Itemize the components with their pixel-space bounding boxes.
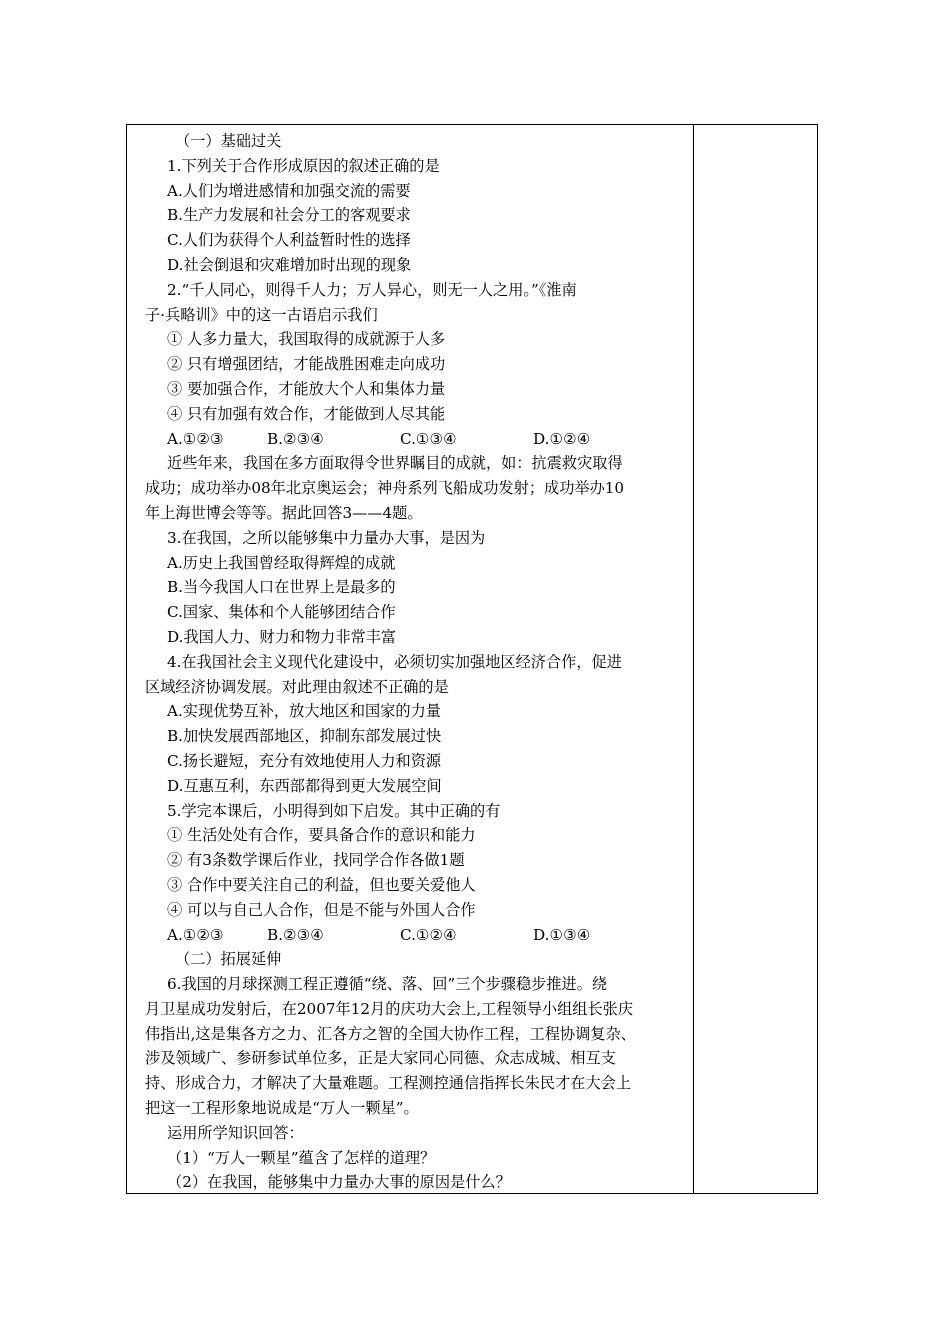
q4-stem-line1: 4.在我国社会主义现代化建设中，必须切实加强地区经济合作，促进 (167, 652, 622, 671)
q4-option-c: C.扬长避短，充分有效地使用人力和资源 (167, 751, 442, 770)
passage-line3: 年上海世博会等等。据此回答3——4题。 (145, 503, 423, 522)
q4-stem-line2: 区域经济协调发展。对此理由叙述不正确的是 (145, 677, 449, 696)
q3-stem: 3.在我国，之所以能够集中力量办大事，是因为 (167, 528, 486, 547)
q2-item-4: ④ 只有加强有效合作，才能做到人尽其能 (167, 404, 446, 423)
q6-line4: 涉及领域广、参研参试单位多，正是大家同心同德、众志成城、相互支 (145, 1049, 616, 1068)
q3-option-c: C.国家、集体和个人能够团结合作 (167, 603, 396, 622)
main-cell (145, 129, 675, 1195)
q2-opt-a: A.①②③ (167, 429, 224, 448)
q5-item-1: ① 生活处处有合作，要具备合作的意识和能力 (167, 826, 476, 845)
q6-line1: 6.我国的月球探测工程正遵循“绕、落、回”三个步骤稳步推进。绕 (167, 975, 608, 994)
q5-opt-b: B.②③④ (267, 925, 324, 944)
q2-stem-line1: 2.“千人同心，则得千人力；万人异心，则无一人之用。”《淮南 (167, 280, 577, 299)
q1-option-b: B.生产力发展和社会分工的客观要求 (167, 206, 411, 225)
q2-item-2: ② 只有增强团结，才能战胜困难走向成功 (167, 355, 446, 374)
passage-line2: 成功；成功举办08年北京奥运会；神舟系列飞船成功发射；成功举办10 (145, 479, 625, 498)
q1-option-c: C.人们为获得个人利益暂时性的选择 (167, 231, 411, 250)
q5-opt-c: C.①②④ (400, 925, 457, 944)
q3-option-d: D.我国人力、财力和物力非常丰富 (167, 627, 397, 646)
q5-item-4: ④ 可以与自己人合作，但是不能与外国人合作 (167, 900, 476, 919)
q4-option-d: D.互惠互利，东西部都得到更大发展空间 (167, 776, 442, 795)
q6-line2: 月卫星成功发射后，在2007年12月的庆功大会上,工程领导小组组长张庆 (145, 999, 634, 1018)
q6-sub-question-1: （1）“万人一颗星”蕴含了怎样的道理？ (167, 1148, 436, 1167)
q6-prompt: 运用所学知识回答： (167, 1123, 304, 1142)
q6-line5: 持、形成合力，才解决了大量难题。工程测控通信指挥长朱民才在大会上 (145, 1074, 631, 1093)
q1-option-d: D.社会倒退和灾难增加时出现的现象 (167, 255, 412, 274)
q5-stem: 5.学完本课后，小明得到如下启发。其中正确的有 (167, 801, 501, 820)
q5-options (145, 923, 675, 948)
q2-opt-b: B.②③④ (267, 429, 324, 448)
column-divider (693, 125, 694, 1193)
q2-stem-line2: 子·兵略训》中的这一古语启示我们 (145, 305, 378, 324)
q2-options (145, 427, 675, 452)
q6-sub-question-2: （2）在我国，能够集中力量办大事的原因是什么？ (167, 1173, 511, 1192)
worksheet-table (126, 124, 818, 1194)
q5-item-3: ③ 合作中要关注自己的利益，但也要关爱他人 (167, 875, 476, 894)
q1-stem: 1.下列关于合作形成原因的叙述正确的是 (167, 156, 440, 175)
q4-option-b: B.加快发展西部地区，抑制东部发展过快 (167, 727, 442, 746)
q2-opt-c: C.①③④ (400, 429, 457, 448)
q4-option-a: A.实现优势互补，放大地区和国家的力量 (167, 702, 441, 721)
q5-opt-d: D.①③④ (533, 925, 591, 944)
q5-item-2: ② 有3条数学课后作业，找同学合作各做1题 (167, 851, 465, 870)
passage-line1: 近些年来，我国在多方面取得令世界瞩目的成就，如：抗震救灾取得 (167, 454, 623, 473)
q2-item-3: ③ 要加强合作，才能放大个人和集体力量 (167, 379, 446, 398)
q2-opt-d: D.①②④ (533, 429, 591, 448)
q2-item-1: ① 人多力量大，我国取得的成就源于人多 (167, 330, 446, 349)
q3-option-b: B.当今我国人口在世界上是最多的 (167, 578, 396, 597)
q6-line3: 伟指出,这是集各方之力、汇各方之智的全国大协作工程，工程协调复杂、 (145, 1024, 636, 1043)
q6-line6: 把这一工程形象地说成是“万人一颗星”。 (145, 1099, 419, 1118)
section-heading-basic: （一）基础过关 (175, 132, 282, 150)
q1-option-a: A.人们为增进感情和加强交流的需要 (167, 181, 411, 200)
q5-opt-a: A.①②③ (167, 925, 224, 944)
q3-option-a: A.历史上我国曾经取得辉煌的成就 (167, 553, 396, 572)
section-heading-extension: （二）拓展延伸 (175, 950, 282, 969)
